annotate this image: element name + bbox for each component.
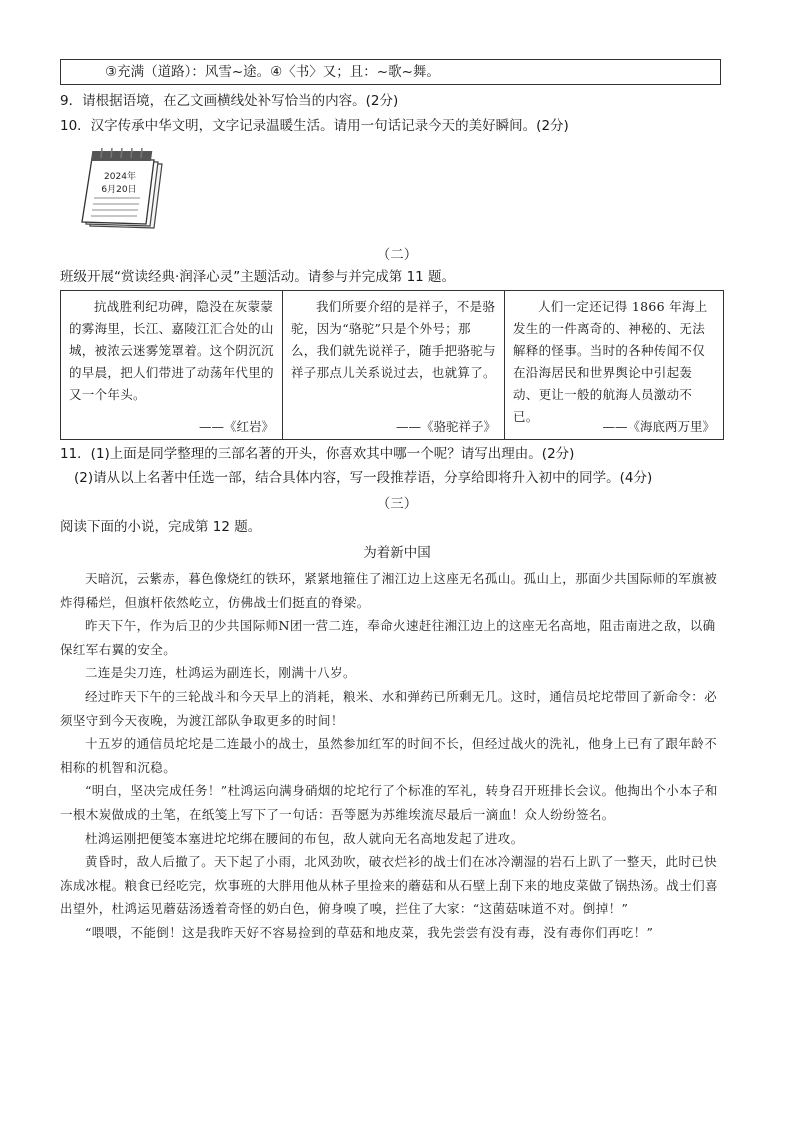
story-paragraph: 经过昨天下午的三轮战斗和今天早上的消耗，粮米、水和弹药已所剩无几。这时，通信员坨坨带回了新命令：必须坚守到今天夜晚，为渡江部队争取更多的时间！ (60, 688, 718, 728)
story-paragraph: 十五岁的通信员坨坨是二连最小的战士，虽然参加红军的时间不长，但经过战火的洗礼，他身上已有了跟年龄不相称的机智和沉稳。 (60, 736, 718, 775)
story-paragraph: “明白，坚决完成任务！”杜鸿运向满身硝烟的坨坨行了个标准的军礼，转身召开班排长会议。他掏出个小本子和一根木炭做成的土笔，在纸笺上写下了一句话：吾等愿为苏维埃流尽最后一滴血！众人纷纷签名。 (60, 783, 718, 822)
calendar-year: 2024年 (104, 172, 136, 182)
story-paragraph: “喂喂，不能倒！这是我昨天好不容易捡到的草菇和地皮菜，我先尝尝有没有毒，没有毒你们再吃！” (85, 924, 654, 940)
work-cell-luotuo (283, 291, 505, 440)
classics-table (60, 290, 724, 440)
story-title: 为着新中国 (363, 545, 431, 561)
story-paragraph: 天暗沉，云紫赤，暮色像烧红的铁环，紧紧地箍住了湘江边上这座无名孤山。孤山上，那面少共国际师的军旗被炸得稀烂，但旗杆依然屹立，仿佛战士们挺直的脊梁。 (60, 571, 718, 610)
work-cell-hongyan (61, 291, 283, 440)
section-3-intro: 阅读下面的小说，完成第 12 题。 (60, 519, 262, 535)
definition-box (60, 59, 721, 85)
work-title: ——《海底两万里》 (602, 419, 715, 434)
story-paragraph: 昨天下午，作为后卫的少共国际师N团一营二连，奉命火速赶往湘江边上的这座无名高地，阻击南进之敌，以确保红军右翼的安全。 (60, 618, 716, 657)
question-11-1: 11．(1)上面是同学整理的三部名著的开头，你喜欢其中哪一个呢？请写出理由。(2分) (60, 446, 575, 462)
section-2-heading: （二） (376, 247, 418, 263)
work-excerpt: 我们所要介绍的是祥子，不是骆驼，因为“骆驼”只是个外号；那么，我们就先说祥子，随手把骆驼与祥子那点儿关系说过去，也就算了。 (291, 299, 496, 380)
work-cell-haidi (505, 291, 724, 440)
question-9: 9．请根据语境，在乙文画横线处补写恰当的内容。(2分) (60, 93, 399, 109)
section-3-heading: （三） (376, 496, 418, 512)
work-excerpt: 人们一定还记得 1866 年海上发生的一件离奇的、神秘的、无法解释的怪事。当时的各种传闻不仅在沿海居民和世界舆论中引起轰动、更让一般的航海人员激动不已。 (513, 299, 708, 424)
calendar-date: 6月20日 (101, 185, 137, 195)
story-paragraph: 杜鸿运刚把便笺本塞进坨坨绑在腰间的布包，敌人就向无名高地发起了进攻。 (85, 830, 524, 846)
story-body (60, 567, 726, 945)
calendar-icon (76, 146, 166, 232)
definition-text: ③充满（道路）：风雪~途。④〈书〉又；且：~歌~舞。 (105, 64, 440, 80)
question-10: 10．汉字传承中华文明，文字记录温暖生活。请用一句话记录今天的美好瞬间。(2分) (60, 118, 569, 134)
story-paragraph: 二连是尖刀连，杜鸿运为副连长，刚满十八岁。 (85, 665, 356, 681)
section-2-intro: 班级开展“赏读经典·润泽心灵”主题活动。请参与并完成第 11 题。 (60, 269, 456, 285)
work-title: ——《骆驼祥子》 (395, 419, 496, 434)
work-excerpt: 抗战胜利纪功碑，隐没在灰蒙蒙的雾海里，长江、嘉陵江汇合处的山城，被浓云迷雾笼罩着。这个阴沉沉的早晨，把人们带进了动荡年代里的又一个年头。 (69, 299, 274, 402)
work-title: ——《红岩》 (198, 419, 274, 434)
story-paragraph: 黄昏时，敌人后撤了。天下起了小雨，北风劲吹，破衣烂衫的战士们在冰冷潮湿的岩石上趴了一整天，此时已快冻成冰棍。粮食已经吃完，炊事班的大胖用他从林子里捡来的蘑菇和从石壁上刮下来的地皮菜做了锅热汤。战士们喜出望外，杜鸿运见蘑菇汤透着奇怪的奶白色，俯身嗅了嗅，拦住了大家：“这菌菇味道不对。倒掉！” (60, 854, 718, 917)
question-11-2: (2)请从以上名著中任选一部，结合具体内容，写一段推荐语，分享给即将升入初中的同学。(4分) (74, 470, 653, 486)
